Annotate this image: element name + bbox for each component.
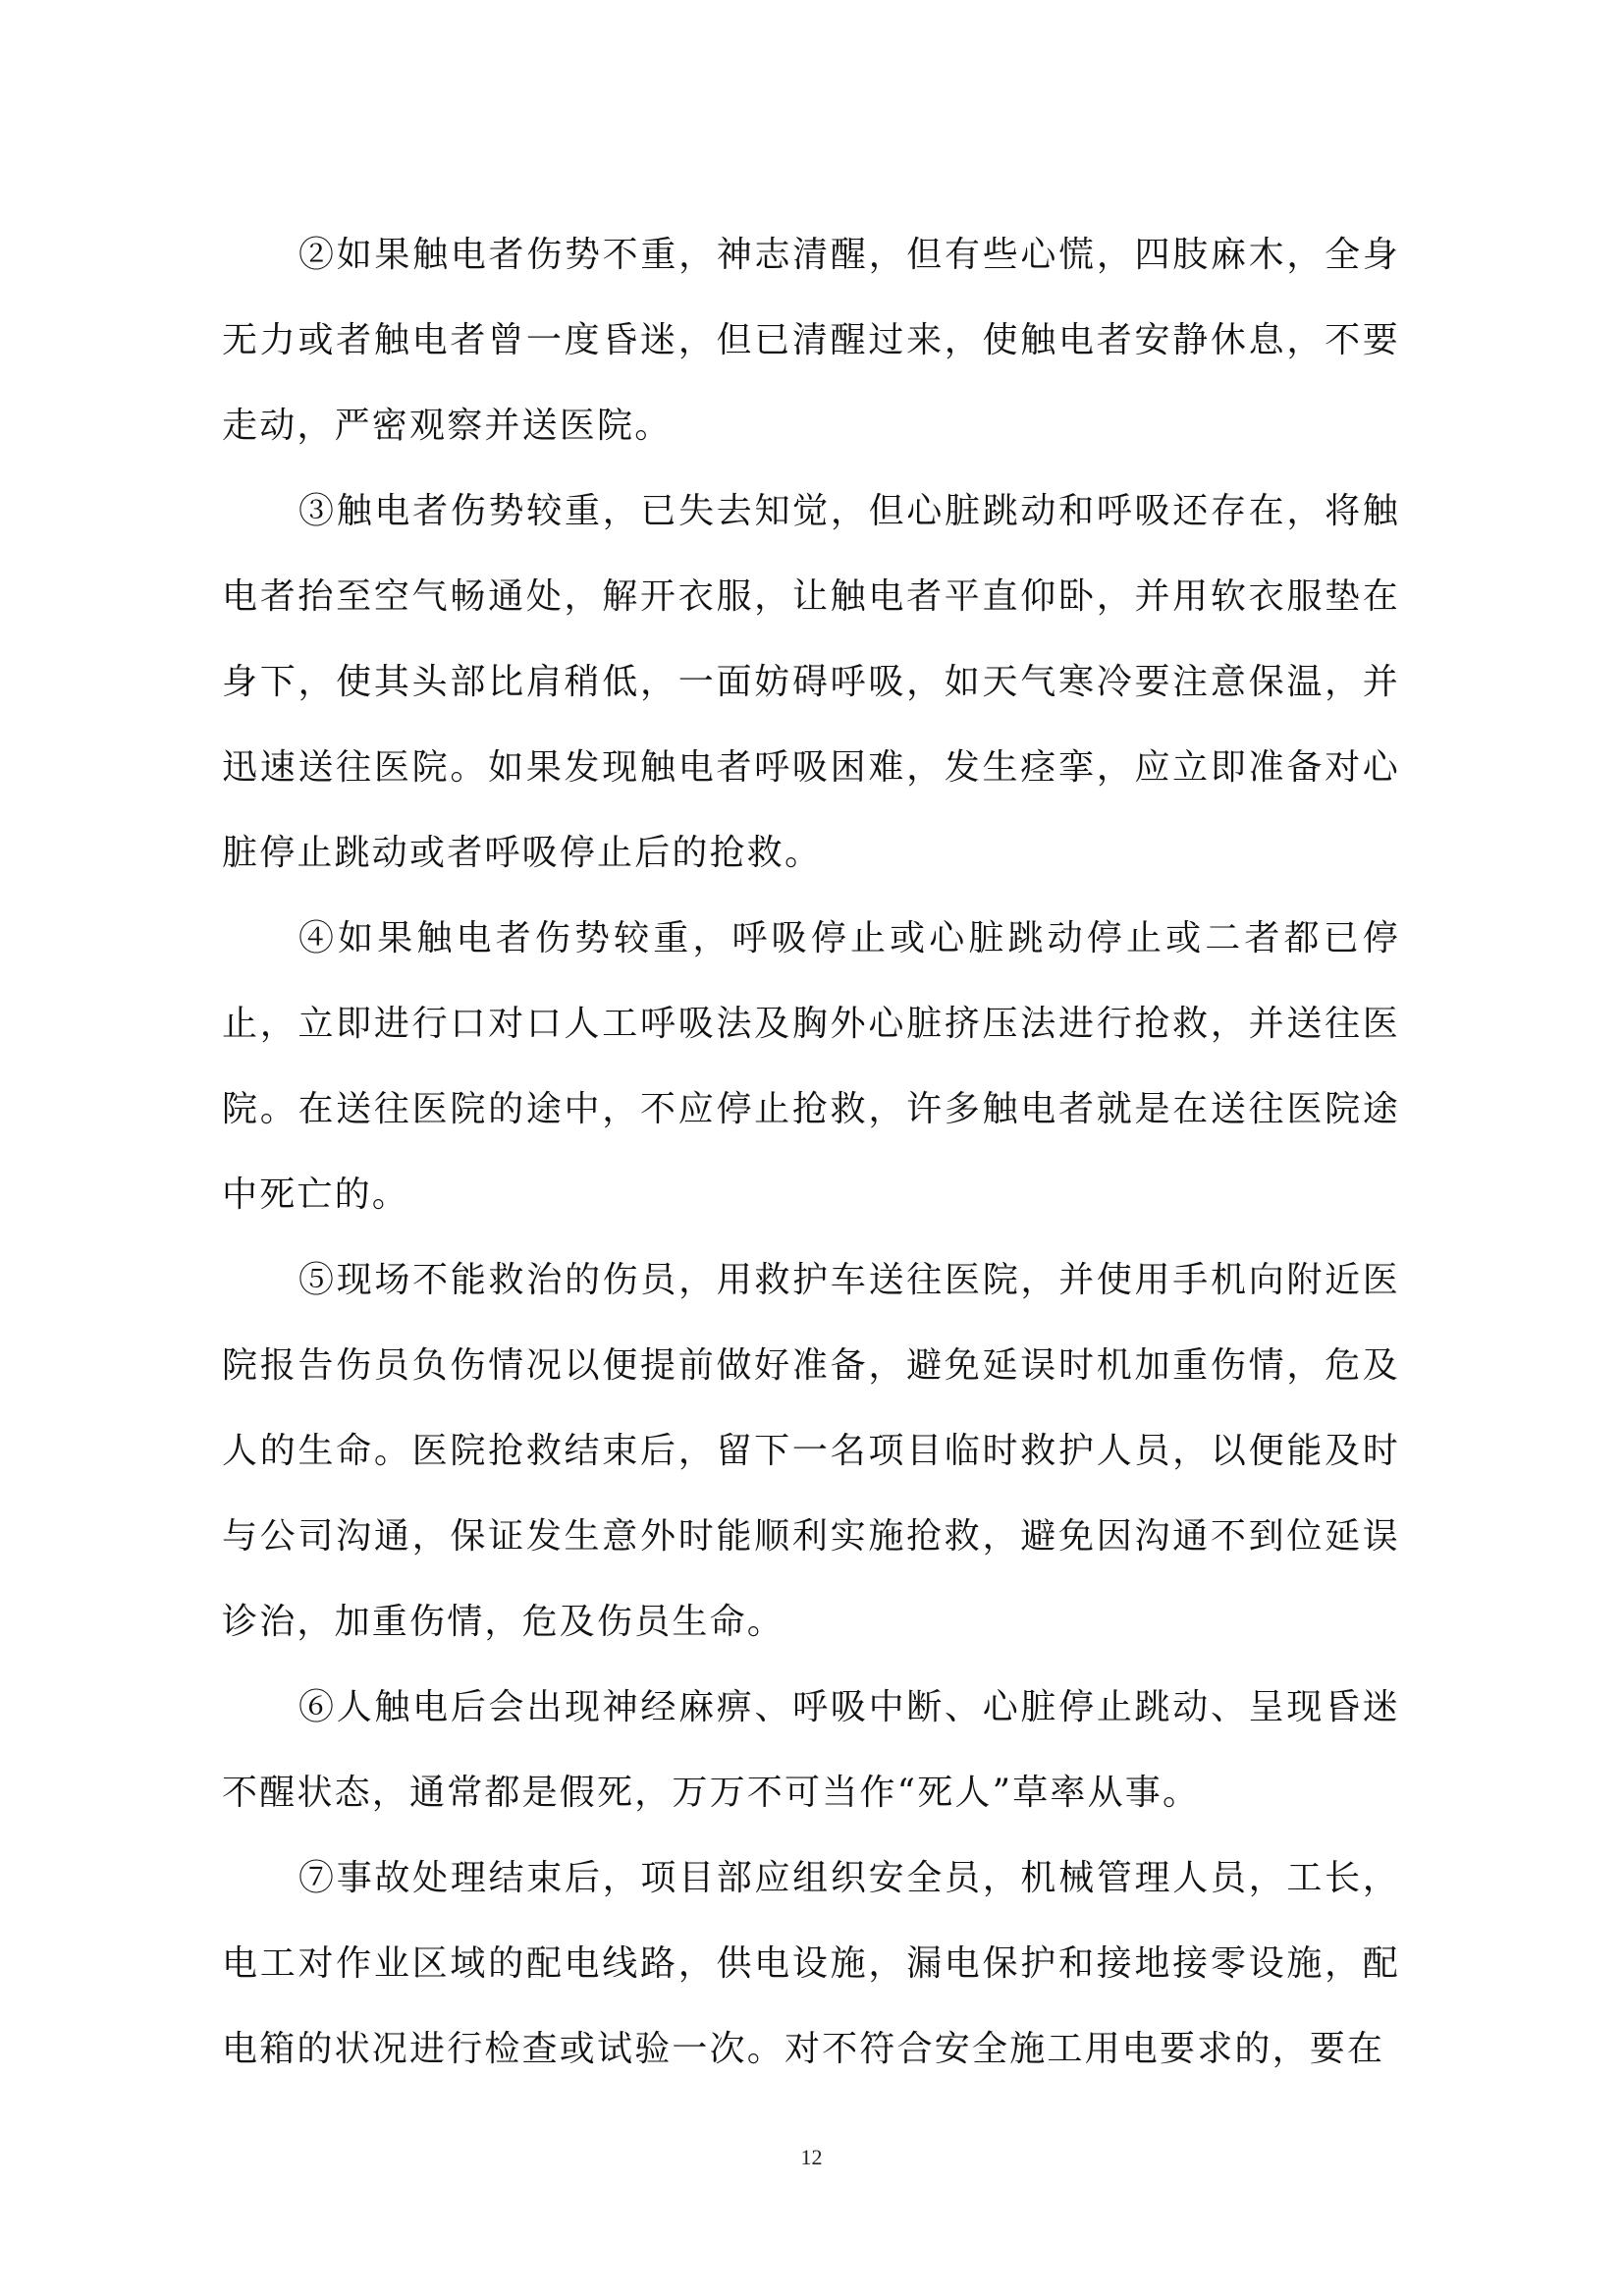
paragraph-3: ③触电者伤势较重，已失去知觉，但心脏跳动和呼吸还存在，将触电者抬至空气畅通处，解开衣服，让触电者平直仰卧，并用软衣服垫在身下，使其头部比肩稍低，一面妨碍呼吸，如天气寒冷要注意保温，并迅速送往医院。如果发现触电者呼吸困难，发生痉挛，应立即准备对心脏停止跳动或者呼吸停止后的抢救。 [222, 491, 1400, 873]
paragraph-4: ④如果触电者伤势较重，呼吸停止或心脏跳动停止或二者都已停止，立即进行口对口人工呼吸法及胸外心脏挤压法进行抢救，并送往医院。在送往医院的途中，不应停止抢救，许多触电者就是在送往医院途中死亡的。 [222, 918, 1400, 1215]
paragraph-5: ⑤现场不能救治的伤员，用救护车送往医院，并使用手机向附近医院报告伤员负伤情况以便提前做好准备，避免延误时机加重伤情，危及人的生命。医院抢救结束后，留下一名项目临时救护人员，以便能及时与公司沟通，保证发生意外时能顺利实施抢救，避免因沟通不到位延误诊治，加重伤情，危及伤员生命。 [222, 1260, 1400, 1642]
paragraph-6: ⑥人触电后会出现神经麻痹、呼吸中断、心脏停止跳动、呈现昏迷不醒状态，通常都是假死，万万不可当作“死人”草率从事。 [222, 1687, 1400, 1813]
paragraph-7: ⑦事故处理结束后，项目部应组织安全员，机械管理人员，工长，电工对作业区域的配电线路，供电设施，漏电保护和接地接零设施，配电箱的状况进行检查或试验一次。对不符合安全施工用电要求的，要在 [222, 1858, 1400, 2069]
page-number: 12 [800, 2145, 823, 2169]
document-body [222, 212, 1400, 2092]
paragraph-2: ②如果触电者伤势不重，神志清醒，但有些心慌，四肢麻木，全身无力或者触电者曾一度昏迷，但已清醒过来，使触电者安静休息，不要走动，严密观察并送医院。 [222, 235, 1400, 446]
